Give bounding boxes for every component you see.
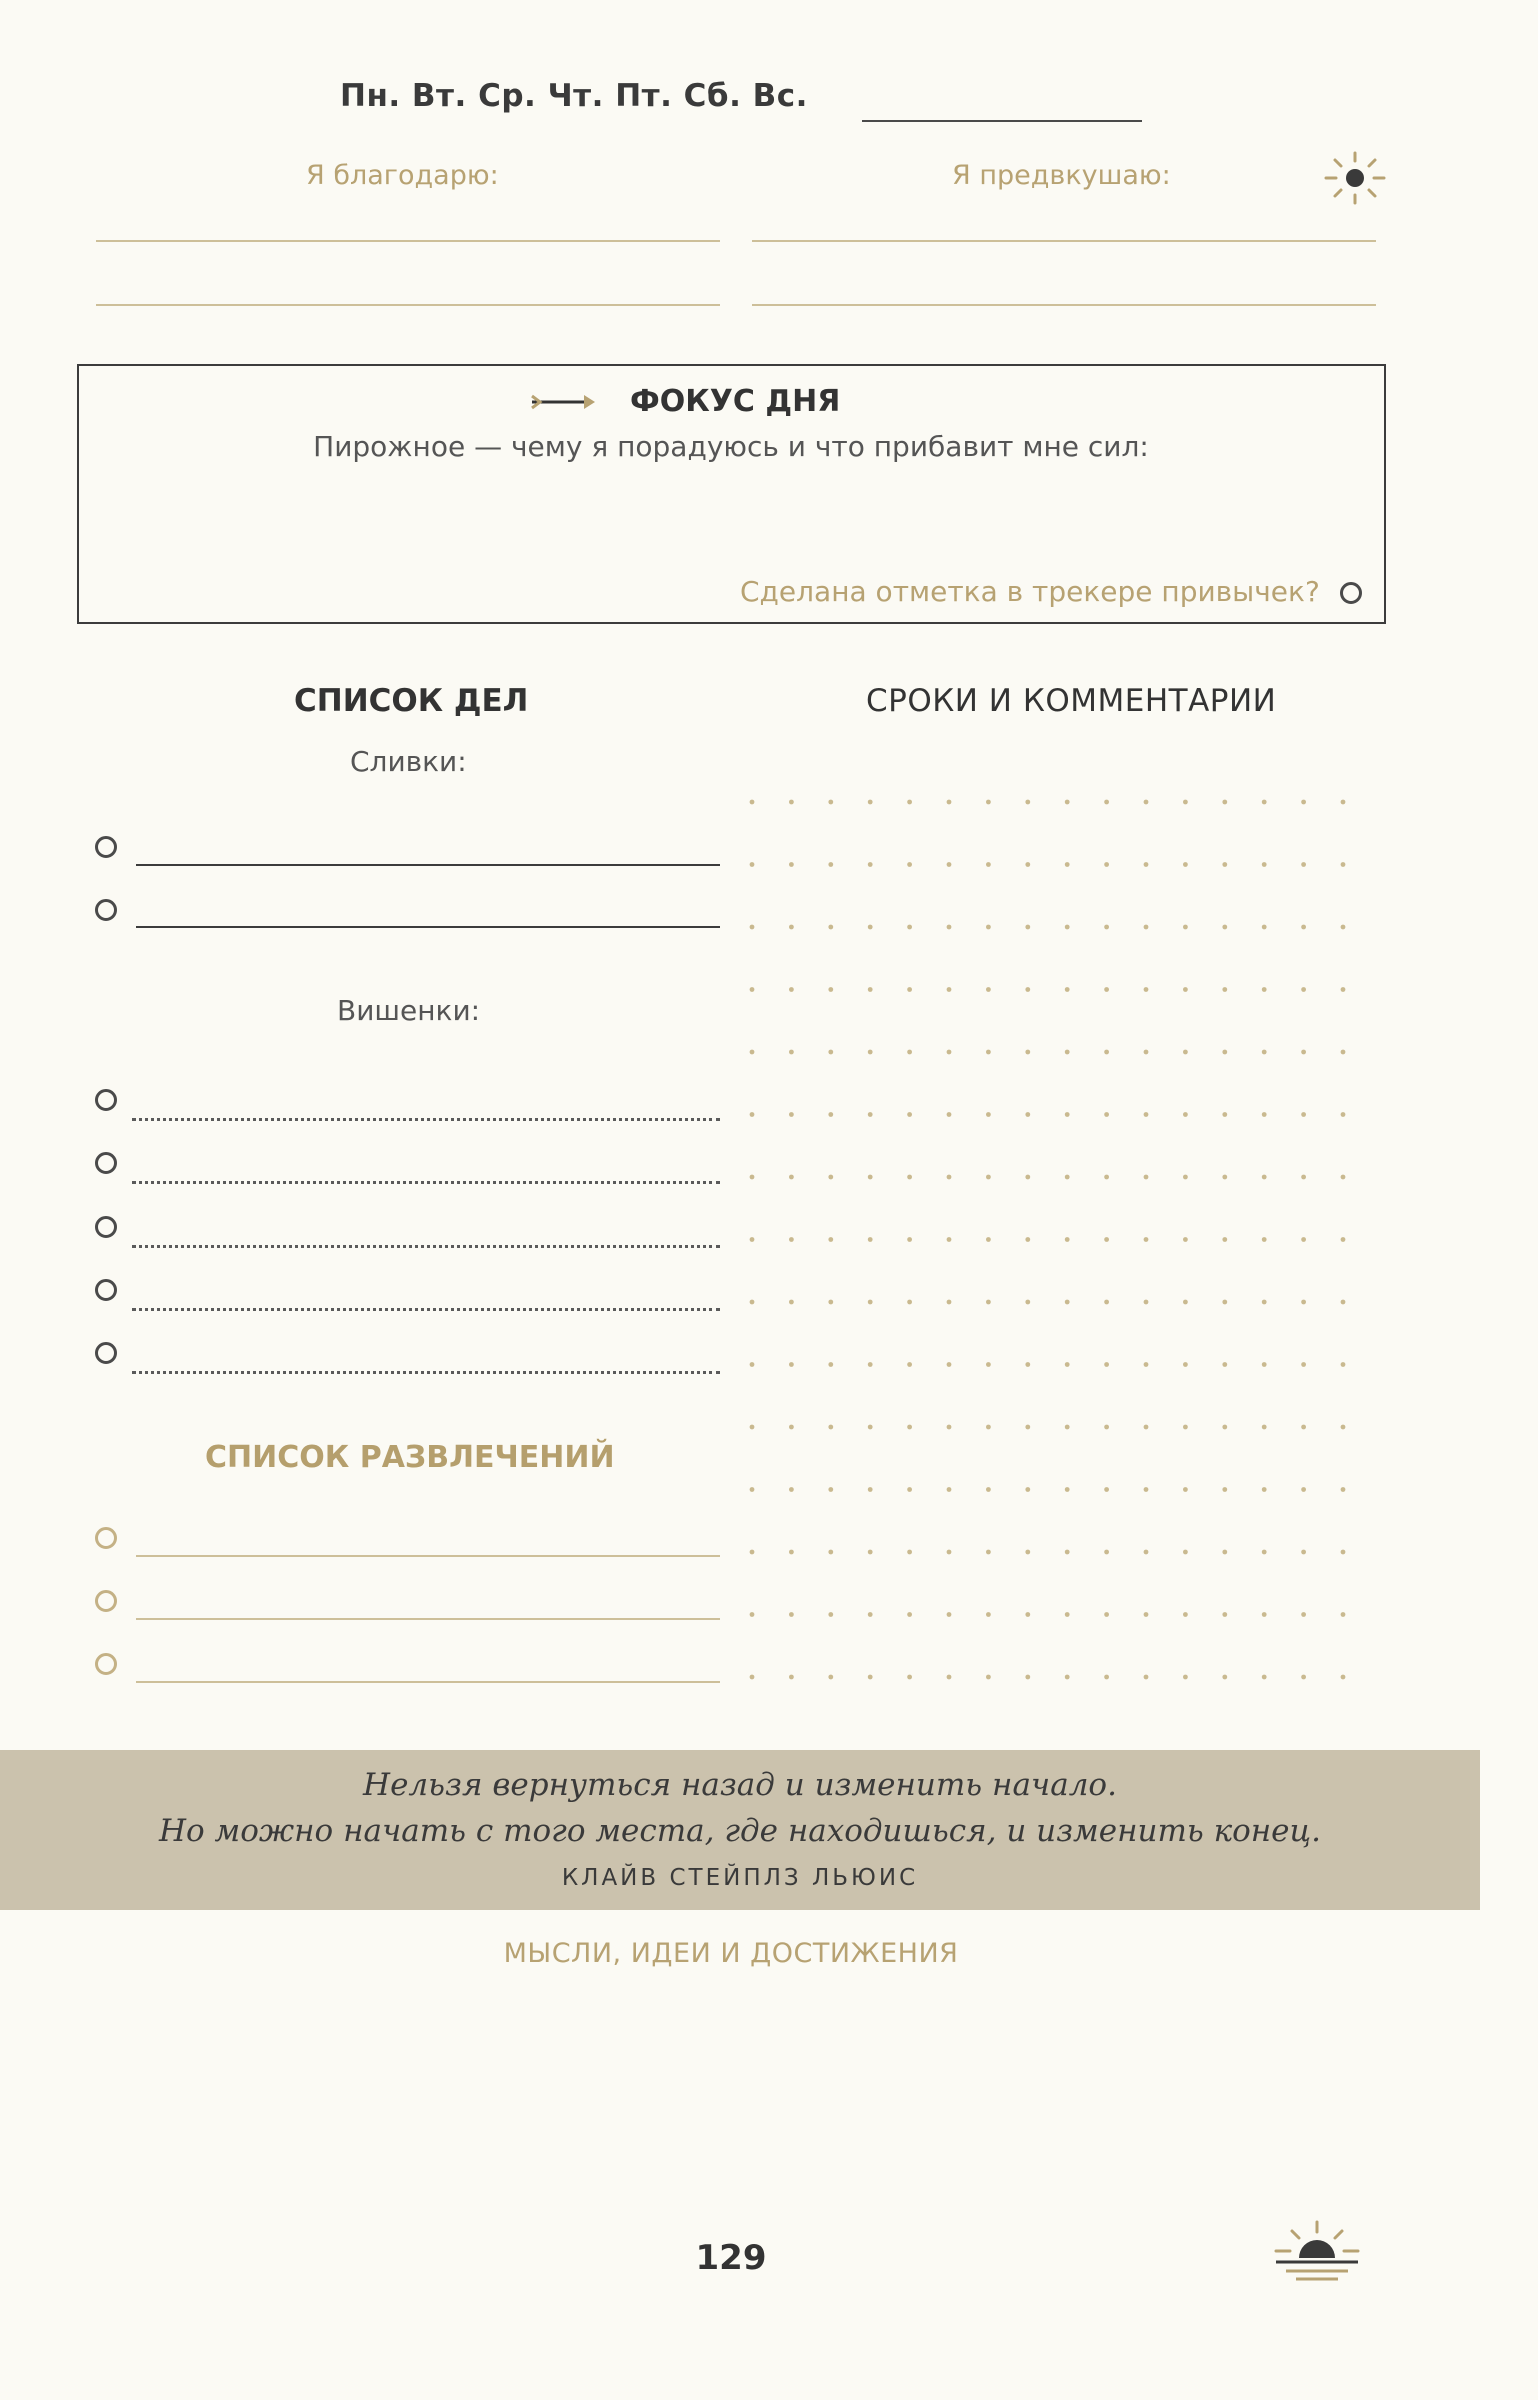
grid-dot bbox=[750, 987, 755, 992]
grid-dot bbox=[1262, 1362, 1267, 1367]
grid-dot bbox=[1065, 1050, 1070, 1055]
grid-dot bbox=[1183, 1550, 1188, 1555]
sun-icon bbox=[1320, 148, 1390, 210]
grid-dot bbox=[1341, 1050, 1346, 1055]
grid-dot bbox=[907, 1425, 912, 1430]
grid-dot bbox=[1104, 1425, 1109, 1430]
grid-dot bbox=[986, 1362, 991, 1367]
grid-dot bbox=[828, 1425, 833, 1430]
grid-dot bbox=[1065, 862, 1070, 867]
grid-dot bbox=[1025, 1550, 1030, 1555]
grid-dot bbox=[828, 862, 833, 867]
weekdays-row: Пн. Вт. Ср. Чт. Пт. Сб. Вс. bbox=[340, 78, 808, 114]
grid-dot bbox=[868, 1237, 873, 1242]
quote-line-2: Но можно начать с того места, где находишься, и изменить конец. bbox=[158, 1813, 1322, 1849]
grid-dot bbox=[789, 1237, 794, 1242]
grid-dot bbox=[1222, 800, 1227, 805]
grid-dot bbox=[828, 1112, 833, 1117]
fun-checkbox-2[interactable] bbox=[95, 1590, 117, 1612]
grid-dot bbox=[750, 1487, 755, 1492]
grid-dot bbox=[789, 987, 794, 992]
grid-dot bbox=[789, 1612, 794, 1617]
fun-line-1[interactable] bbox=[136, 1555, 720, 1557]
grid-dot bbox=[1262, 1550, 1267, 1555]
grid-dot bbox=[1222, 1175, 1227, 1180]
grid-dot bbox=[868, 1550, 873, 1555]
anticipation-label: Я предвкушаю: bbox=[952, 160, 1171, 191]
grid-dot bbox=[1065, 925, 1070, 930]
grid-dot bbox=[750, 1112, 755, 1117]
grid-dot bbox=[750, 800, 755, 805]
grid-dot bbox=[1341, 987, 1346, 992]
grid-dot bbox=[828, 1050, 833, 1055]
fun-heading: СПИСОК РАЗВЛЕЧЕНИЙ bbox=[205, 1440, 615, 1475]
grid-dot bbox=[750, 925, 755, 930]
grid-dot bbox=[828, 925, 833, 930]
grid-dot bbox=[1301, 1612, 1306, 1617]
anticipation-line-2[interactable] bbox=[752, 304, 1376, 306]
grid-dot bbox=[1025, 1112, 1030, 1117]
grid-dot bbox=[947, 1175, 952, 1180]
grid-dot bbox=[1222, 1300, 1227, 1305]
grid-dot bbox=[1144, 800, 1149, 805]
grid-dot bbox=[1301, 862, 1306, 867]
grid-dot bbox=[1025, 862, 1030, 867]
grid-dot bbox=[1222, 1425, 1227, 1430]
grid-dot bbox=[1222, 1237, 1227, 1242]
grid-dot bbox=[1025, 1050, 1030, 1055]
grid-dot bbox=[789, 1425, 794, 1430]
grid-dot bbox=[868, 987, 873, 992]
grid-dot bbox=[947, 925, 952, 930]
grid-dot bbox=[1262, 925, 1267, 930]
grid-dot bbox=[1341, 1237, 1346, 1242]
grid-dot bbox=[1183, 1487, 1188, 1492]
fun-line-2[interactable] bbox=[136, 1618, 720, 1620]
grid-dot bbox=[907, 1487, 912, 1492]
grid-dot bbox=[750, 1362, 755, 1367]
grid-dot bbox=[1183, 1112, 1188, 1117]
grid-dot bbox=[789, 1300, 794, 1305]
grid-dot bbox=[986, 862, 991, 867]
grid-dot bbox=[1222, 1112, 1227, 1117]
grid-dot bbox=[868, 1050, 873, 1055]
grid-dot bbox=[1262, 1175, 1267, 1180]
grid-dot bbox=[907, 862, 912, 867]
grid-dot bbox=[828, 800, 833, 805]
grid-dot bbox=[907, 1112, 912, 1117]
grid-dot bbox=[1065, 1112, 1070, 1117]
date-line[interactable] bbox=[862, 120, 1142, 122]
grid-dot bbox=[1104, 1550, 1109, 1555]
grid-dot bbox=[1183, 1300, 1188, 1305]
grid-dot bbox=[1301, 1362, 1306, 1367]
grid-dot bbox=[750, 1425, 755, 1430]
grid-dot bbox=[1144, 1300, 1149, 1305]
grid-dot bbox=[1104, 987, 1109, 992]
grid-dot bbox=[986, 1050, 991, 1055]
grid-dot bbox=[986, 1425, 991, 1430]
grid-dot bbox=[1301, 1550, 1306, 1555]
grid-dot bbox=[828, 1675, 833, 1680]
grid-dot bbox=[947, 800, 952, 805]
grid-dot bbox=[828, 1612, 833, 1617]
grid-dot bbox=[907, 1237, 912, 1242]
grid-dot bbox=[947, 1425, 952, 1430]
grid-dot bbox=[828, 1237, 833, 1242]
grid-dot bbox=[986, 1175, 991, 1180]
grid-dot bbox=[1144, 1425, 1149, 1430]
tracker-question: Сделана отметка в трекере привычек? bbox=[740, 575, 1320, 608]
grid-dot bbox=[1025, 800, 1030, 805]
grid-dot bbox=[828, 1550, 833, 1555]
grid-dot bbox=[1262, 1112, 1267, 1117]
grid-dot bbox=[789, 1550, 794, 1555]
cherry-checkbox-3[interactable] bbox=[95, 1216, 117, 1238]
grid-dot bbox=[1104, 1175, 1109, 1180]
grid-dot bbox=[789, 1362, 794, 1367]
grid-dot bbox=[1301, 987, 1306, 992]
grid-dot bbox=[1065, 1675, 1070, 1680]
grid-dot bbox=[1183, 1675, 1188, 1680]
grid-dot bbox=[947, 1237, 952, 1242]
grid-dot bbox=[750, 1550, 755, 1555]
cherry-line-1[interactable] bbox=[132, 1118, 720, 1121]
grid-dot bbox=[1144, 1112, 1149, 1117]
grid-dot bbox=[1104, 1675, 1109, 1680]
grid-dot bbox=[986, 1675, 991, 1680]
grid-dot bbox=[1262, 1050, 1267, 1055]
grid-dot bbox=[907, 1362, 912, 1367]
grid-dot bbox=[789, 800, 794, 805]
grid-dot bbox=[1065, 800, 1070, 805]
grid-dot bbox=[828, 987, 833, 992]
grid-dot bbox=[1144, 1050, 1149, 1055]
grid-dot bbox=[1144, 862, 1149, 867]
grid-dot bbox=[1262, 1675, 1267, 1680]
grid-dot bbox=[1222, 987, 1227, 992]
grid-dot bbox=[1183, 1050, 1188, 1055]
cherry-checkbox-2[interactable] bbox=[95, 1152, 117, 1174]
grid-dot bbox=[868, 1112, 873, 1117]
grid-dot bbox=[1341, 800, 1346, 805]
focus-title: ФОКУС ДНЯ bbox=[630, 384, 841, 419]
todo-heading: СПИСОК ДЕЛ bbox=[294, 683, 529, 719]
grid-dot bbox=[1104, 1050, 1109, 1055]
grid-dot bbox=[828, 1175, 833, 1180]
grid-dot bbox=[1025, 1300, 1030, 1305]
grid-dot bbox=[868, 1425, 873, 1430]
grid-dot bbox=[1025, 1175, 1030, 1180]
grid-dot bbox=[750, 1612, 755, 1617]
grid-dot bbox=[1025, 987, 1030, 992]
grid-dot bbox=[1222, 1050, 1227, 1055]
grid-dot bbox=[1262, 1300, 1267, 1305]
grid-dot bbox=[1222, 1487, 1227, 1492]
grid-dot bbox=[1104, 925, 1109, 930]
grid-dot bbox=[1301, 925, 1306, 930]
grid-dot bbox=[907, 1050, 912, 1055]
grid-dot bbox=[1144, 1362, 1149, 1367]
cream-line-2[interactable] bbox=[136, 926, 720, 928]
grid-dot bbox=[1183, 925, 1188, 930]
grid-dot bbox=[789, 925, 794, 930]
grid-dot bbox=[1144, 987, 1149, 992]
cherry-line-5[interactable] bbox=[132, 1371, 720, 1374]
grid-dot bbox=[947, 1550, 952, 1555]
grid-dot bbox=[1222, 1612, 1227, 1617]
grid-dot bbox=[986, 987, 991, 992]
grid-dot bbox=[1104, 1300, 1109, 1305]
grid-dot bbox=[986, 1237, 991, 1242]
grid-dot bbox=[1025, 1612, 1030, 1617]
grid-dot bbox=[1104, 1237, 1109, 1242]
cream-line-1[interactable] bbox=[136, 864, 720, 866]
grid-dot bbox=[1025, 925, 1030, 930]
grid-dot bbox=[1341, 1175, 1346, 1180]
grid-dot bbox=[750, 1050, 755, 1055]
cherry-line-4[interactable] bbox=[132, 1308, 720, 1311]
grid-dot bbox=[907, 1612, 912, 1617]
grid-dot bbox=[1183, 987, 1188, 992]
grid-dot bbox=[1025, 1425, 1030, 1430]
grid-dot bbox=[1144, 1675, 1149, 1680]
grid-dot bbox=[907, 1175, 912, 1180]
cherry-line-3[interactable] bbox=[132, 1245, 720, 1248]
gratitude-line-2[interactable] bbox=[96, 304, 720, 306]
grid-dot bbox=[789, 1112, 794, 1117]
grid-dot bbox=[1183, 1425, 1188, 1430]
grid-dot bbox=[868, 800, 873, 805]
grid-dot bbox=[1144, 1237, 1149, 1242]
cream-label: Сливки: bbox=[350, 745, 467, 778]
grid-dot bbox=[1065, 1612, 1070, 1617]
grid-dot bbox=[1301, 1237, 1306, 1242]
deadlines-dot-grid[interactable] bbox=[740, 790, 1380, 1690]
fun-checkbox-3[interactable] bbox=[95, 1653, 117, 1675]
grid-dot bbox=[1341, 1675, 1346, 1680]
grid-dot bbox=[947, 1675, 952, 1680]
grid-dot bbox=[986, 800, 991, 805]
grid-dot bbox=[868, 1612, 873, 1617]
grid-dot bbox=[1183, 1612, 1188, 1617]
grid-dot bbox=[907, 987, 912, 992]
grid-dot bbox=[789, 1175, 794, 1180]
grid-dot bbox=[1341, 1300, 1346, 1305]
grid-dot bbox=[1341, 1425, 1346, 1430]
grid-dot bbox=[1301, 1175, 1306, 1180]
grid-dot bbox=[1301, 1300, 1306, 1305]
grid-dot bbox=[789, 1487, 794, 1492]
grid-dot bbox=[750, 1675, 755, 1680]
grid-dot bbox=[986, 1300, 991, 1305]
grid-dot bbox=[1065, 1362, 1070, 1367]
cherry-line-2[interactable] bbox=[132, 1181, 720, 1184]
grid-dot bbox=[986, 1487, 991, 1492]
grid-dot bbox=[1341, 862, 1346, 867]
grid-dot bbox=[1065, 1487, 1070, 1492]
grid-dot bbox=[947, 1487, 952, 1492]
grid-dot bbox=[1025, 1237, 1030, 1242]
grid-dot bbox=[1262, 1237, 1267, 1242]
grid-dot bbox=[868, 1175, 873, 1180]
grid-dot bbox=[1183, 1175, 1188, 1180]
grid-dot bbox=[828, 1300, 833, 1305]
grid-dot bbox=[1341, 1112, 1346, 1117]
grid-dot bbox=[1104, 1487, 1109, 1492]
anticipation-line-1[interactable] bbox=[752, 240, 1376, 242]
grid-dot bbox=[1262, 1425, 1267, 1430]
quote-author: КЛАЙВ СТЕЙПЛЗ ЛЬЮИС bbox=[561, 1865, 919, 1891]
gratitude-label: Я благодарю: bbox=[306, 160, 499, 191]
grid-dot bbox=[1341, 1487, 1346, 1492]
grid-dot bbox=[1222, 1550, 1227, 1555]
fun-line-3[interactable] bbox=[136, 1681, 720, 1683]
grid-dot bbox=[1104, 800, 1109, 805]
grid-dot bbox=[868, 1675, 873, 1680]
grid-dot bbox=[1104, 862, 1109, 867]
grid-dot bbox=[947, 1612, 952, 1617]
grid-dot bbox=[986, 1612, 991, 1617]
grid-dot bbox=[828, 1362, 833, 1367]
grid-dot bbox=[1183, 862, 1188, 867]
grid-dot bbox=[1183, 1237, 1188, 1242]
grid-dot bbox=[1222, 1362, 1227, 1367]
grid-dot bbox=[947, 1112, 952, 1117]
grid-dot bbox=[1262, 987, 1267, 992]
grid-dot bbox=[907, 1550, 912, 1555]
cherries-label: Вишенки: bbox=[337, 994, 481, 1027]
grid-dot bbox=[907, 1675, 912, 1680]
grid-dot bbox=[868, 1487, 873, 1492]
grid-dot bbox=[1222, 862, 1227, 867]
grid-dot bbox=[1183, 1362, 1188, 1367]
grid-dot bbox=[1065, 1550, 1070, 1555]
grid-dot bbox=[907, 800, 912, 805]
grid-dot bbox=[1341, 1362, 1346, 1367]
grid-dot bbox=[1065, 1237, 1070, 1242]
grid-dot bbox=[1262, 1612, 1267, 1617]
grid-dot bbox=[1183, 800, 1188, 805]
fun-checkbox-1[interactable] bbox=[95, 1527, 117, 1549]
grid-dot bbox=[947, 1362, 952, 1367]
grid-dot bbox=[1341, 1550, 1346, 1555]
grid-dot bbox=[1104, 1362, 1109, 1367]
grid-dot bbox=[1144, 1487, 1149, 1492]
grid-dot bbox=[789, 1050, 794, 1055]
grid-dot bbox=[750, 1175, 755, 1180]
grid-dot bbox=[986, 1550, 991, 1555]
grid-dot bbox=[750, 1300, 755, 1305]
grid-dot bbox=[947, 1300, 952, 1305]
grid-dot bbox=[1104, 1112, 1109, 1117]
tracker-checkbox[interactable] bbox=[1340, 582, 1362, 604]
grid-dot bbox=[868, 1362, 873, 1367]
grid-dot bbox=[1144, 1175, 1149, 1180]
grid-dot bbox=[1144, 925, 1149, 930]
grid-dot bbox=[789, 862, 794, 867]
grid-dot bbox=[1025, 1675, 1030, 1680]
cherry-checkbox-4[interactable] bbox=[95, 1279, 117, 1301]
grid-dot bbox=[947, 1050, 952, 1055]
grid-dot bbox=[1301, 1675, 1306, 1680]
cherry-checkbox-5[interactable] bbox=[95, 1342, 117, 1364]
grid-dot bbox=[1222, 1675, 1227, 1680]
grid-dot bbox=[1262, 862, 1267, 867]
grid-dot bbox=[1301, 800, 1306, 805]
page-number: 129 bbox=[695, 2238, 767, 2278]
grid-dot bbox=[1025, 1362, 1030, 1367]
thoughts-heading: МЫСЛИ, ИДЕИ И ДОСТИЖЕНИЯ bbox=[503, 1938, 959, 1969]
grid-dot bbox=[1065, 1425, 1070, 1430]
grid-dot bbox=[750, 1237, 755, 1242]
cream-checkbox-2[interactable] bbox=[95, 899, 117, 921]
grid-dot bbox=[868, 925, 873, 930]
grid-dot bbox=[1341, 1612, 1346, 1617]
grid-dot bbox=[1341, 925, 1346, 930]
grid-dot bbox=[1301, 1425, 1306, 1430]
grid-dot bbox=[1222, 925, 1227, 930]
grid-dot bbox=[1262, 800, 1267, 805]
grid-dot bbox=[1301, 1487, 1306, 1492]
deadlines-heading: СРОКИ И КОММЕНТАРИИ bbox=[866, 683, 1277, 719]
grid-dot bbox=[1262, 1487, 1267, 1492]
grid-dot bbox=[1104, 1612, 1109, 1617]
grid-dot bbox=[1065, 987, 1070, 992]
grid-dot bbox=[828, 1487, 833, 1492]
focus-prompt: Пирожное — чему я порадуюсь и что прибавит мне сил: bbox=[313, 430, 1149, 463]
cherry-checkbox-1[interactable] bbox=[95, 1089, 117, 1111]
quote-line-1: Нельзя вернуться назад и изменить начало. bbox=[363, 1767, 1117, 1803]
grid-dot bbox=[789, 1675, 794, 1680]
grid-dot bbox=[947, 862, 952, 867]
arrow-icon bbox=[528, 392, 598, 412]
grid-dot bbox=[1065, 1175, 1070, 1180]
grid-dot bbox=[1025, 1487, 1030, 1492]
grid-dot bbox=[868, 1300, 873, 1305]
grid-dot bbox=[986, 925, 991, 930]
grid-dot bbox=[1065, 1300, 1070, 1305]
sunrise-icon bbox=[1272, 2218, 1362, 2284]
gratitude-line-1[interactable] bbox=[96, 240, 720, 242]
grid-dot bbox=[1144, 1550, 1149, 1555]
grid-dot bbox=[750, 862, 755, 867]
grid-dot bbox=[907, 1300, 912, 1305]
grid-dot bbox=[907, 925, 912, 930]
grid-dot bbox=[1301, 1050, 1306, 1055]
grid-dot bbox=[947, 987, 952, 992]
grid-dot bbox=[986, 1112, 991, 1117]
grid-dot bbox=[1144, 1612, 1149, 1617]
cream-checkbox-1[interactable] bbox=[95, 836, 117, 858]
grid-dot bbox=[1301, 1112, 1306, 1117]
grid-dot bbox=[868, 862, 873, 867]
